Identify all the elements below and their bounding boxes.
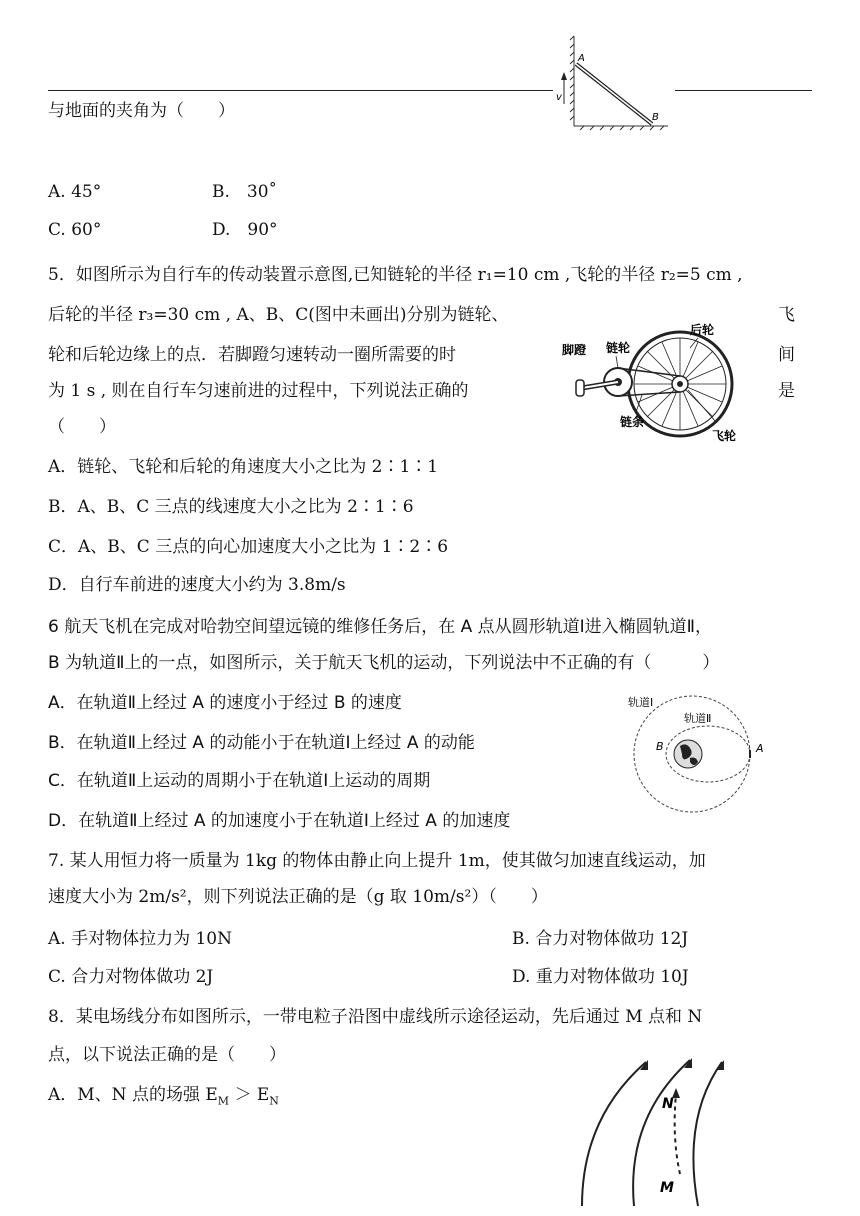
q6-line-1: 6 航天飞机在完成对哈勃空间望远镜的维修任务后，在 A 点从圆形轨道Ⅰ进入椭圆轨道Ⅱ，: [48, 617, 713, 637]
q7-line-1: 7. 某人用恒力将一质量为 1kg 的物体由静止向上提升 1m，使其做匀加速直线运动，加: [48, 851, 706, 871]
q4-option-b: B. 30˚: [212, 182, 278, 202]
incline-rod-figure: [556, 34, 672, 134]
q7-option-c: C. 合力对物体做功 2J: [48, 967, 214, 987]
q7-option-b: B. 合力对物体做功 12J: [512, 929, 689, 949]
q5-line-2-right: 飞: [778, 305, 795, 325]
q5-line-1: 5．如图所示为自行车的传动装置示意图,已知链轮的半径 r₁=10 cm ,飞轮的半径 r₂=5 cm ,: [48, 265, 743, 285]
q6-option-c: C．在轨道Ⅱ上运动的周期小于在轨道Ⅰ上运动的周期: [48, 771, 431, 791]
q8-option-a-sub-n: N: [269, 1094, 279, 1108]
q5-line-4: 为 1 s , 则在自行车匀速前进的过程中，下列说法正确的: [48, 381, 469, 401]
q7-line-2: 速度大小为 2m/s²，则下列说法正确的是（g 取 10m/s²）（ ）: [48, 887, 548, 907]
q5-line-3-right: 间: [778, 345, 795, 365]
q7-option-d: D. 重力对物体做功 10J: [512, 967, 689, 987]
q4-option-d: D. 90°: [212, 220, 278, 240]
q5-option-d: D．自行车前进的速度大小约为 3.8m/s: [48, 575, 346, 595]
label-orbit-2: 轨道Ⅱ: [684, 712, 712, 725]
q5-option-c: C．A、B、C 三点的向心加速度大小之比为 1∶2∶6: [48, 537, 449, 557]
field-lines-figure: [572, 1058, 752, 1208]
q6-option-b: B．在轨道Ⅱ上经过 A 的动能小于在轨道Ⅰ上经过 A 的动能: [48, 733, 475, 753]
q5-line-4-right: 是: [778, 381, 795, 401]
q8-option-a: [48, 1084, 279, 1112]
q8-option-a-mid: ＞ E: [229, 1085, 270, 1105]
label-v: v: [556, 92, 562, 103]
q5-line-2: 后轮的半径 r₃=30 cm , A、B、C(图中未画出)分别为链轮、: [48, 305, 509, 325]
top-rule-left: [48, 90, 553, 91]
q4-stem-tail: 与地面的夹角为（ ）: [48, 101, 235, 121]
orbit-figure: [610, 692, 780, 820]
label-b: B: [652, 112, 659, 123]
q5-option-b: B．A、B、C 三点的线速度大小之比为 2∶1∶6: [48, 497, 414, 517]
q4-option-a: A. 45°: [48, 182, 102, 202]
q5-option-a: A．链轮、飞轮和后轮的角速度大小之比为 2∶1∶1: [48, 457, 439, 477]
q5-line-5: （ ）: [48, 417, 116, 437]
q8-option-a-text: A．M、N 点的场强 E: [48, 1085, 218, 1105]
bicycle-drive-figure: [558, 318, 754, 446]
q8-option-a-sub-m: M: [217, 1094, 230, 1108]
label-chainring: 链轮: [606, 341, 631, 355]
label-flywheel: 飞轮: [712, 429, 737, 443]
q4-option-c: C. 60°: [48, 220, 102, 240]
label-m: M: [660, 1180, 674, 1196]
label-a: A: [756, 742, 764, 755]
q6-line-2: B 为轨道Ⅱ上的一点，如图所示，关于航天飞机的运动，下列说法中不正确的有（ ）: [48, 653, 720, 673]
q6-option-a: A．在轨道Ⅱ上经过 A 的速度小于经过 B 的速度: [48, 693, 402, 713]
label-pedal: 脚蹬: [562, 343, 587, 357]
q5-line-3: 轮和后轮边缘上的点．若脚蹬匀速转动一圈所需要的时: [48, 345, 456, 365]
q8-line-1: 8．某电场线分布如图所示，一带电粒子沿图中虚线所示途径运动，先后通过 M 点和 N: [48, 1007, 703, 1027]
label-rear-wheel: 后轮: [690, 323, 715, 337]
label-n: N: [662, 1096, 674, 1112]
label-chain: 链条: [620, 415, 645, 429]
top-rule-right: [675, 90, 812, 91]
label-orbit-1: 轨道Ⅰ: [628, 696, 654, 709]
label-b: B: [656, 740, 664, 753]
q6-option-d: D．在轨道Ⅱ上经过 A 的加速度小于在轨道Ⅰ上经过 A 的加速度: [48, 811, 511, 831]
q7-option-a: A. 手对物体拉力为 10N: [48, 929, 232, 949]
q8-line-2: 点，以下说法正确的是（ ）: [48, 1045, 286, 1065]
label-a: A: [578, 53, 585, 64]
